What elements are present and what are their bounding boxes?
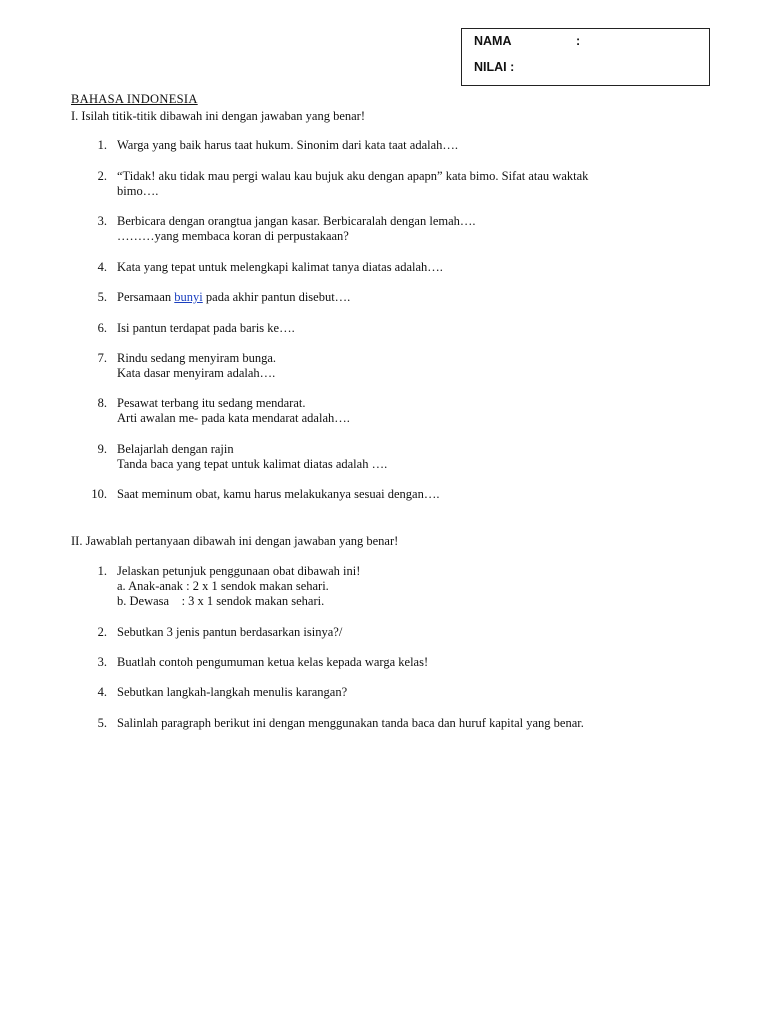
word: 2: [192, 579, 199, 593]
question-text-justified: [117, 579, 696, 594]
question-text: Kata yang tepat untuk melengkapi kalimat tanya diatas adalah….: [117, 260, 443, 274]
question-text-cont: bimo….: [117, 184, 159, 198]
question-text: Rindu sedang menyiram bunga.: [117, 351, 276, 365]
section1-instruction: I. Isilah titik-titik dibawah ini dengan jawaban yang benar!: [71, 109, 366, 123]
question-number: 8.: [97, 396, 107, 410]
question-text: Berbicara dengan orangtua jangan kasar. Berbicaralah dengan lemah….: [117, 214, 476, 228]
question-text-post: pada akhir pantun disebut….: [202, 290, 351, 304]
question-number: 3.: [97, 214, 107, 228]
identity-box: [461, 28, 710, 86]
question-number: 5.: [97, 290, 107, 304]
question-text: Sebutkan 3 jenis pantun berdasarkan isinya?/: [117, 625, 343, 639]
question-number: 1.: [97, 138, 107, 152]
word: :: [186, 579, 190, 593]
question-text: Sebutkan langkah-langkah menulis karangan?: [117, 685, 348, 699]
word: ini!: [343, 564, 361, 578]
question-text: Saat meminum obat, kamu harus melakukanya sesuai dengan….: [117, 487, 440, 501]
nama-colon: :: [576, 34, 581, 48]
question-text: Isi pantun terdapat pada baris ke….: [117, 321, 295, 335]
word: Jelaskan: [117, 564, 160, 578]
question-number: 7.: [97, 351, 107, 365]
question-text-cont: ………yang membaca koran di perpustakaan?: [117, 229, 349, 243]
question-text: Buatlah contoh pengumuman ketua kelas kepada warga kelas!: [117, 655, 429, 669]
question-number: 5.: [97, 716, 107, 730]
word: a.: [117, 579, 126, 593]
word: sendok: [220, 579, 257, 593]
question-text-cont: b. Dewasa : 3 x 1 sendok makan sehari.: [117, 594, 325, 608]
question-number: 1.: [97, 564, 107, 578]
question-text-cont: Tanda baca yang tepat untuk kalimat diatas adalah ….: [117, 457, 388, 471]
word: x: [202, 579, 209, 593]
question-text: Pesawat terbang itu sedang mendarat.: [117, 396, 306, 410]
question-text: Salinlah paragraph berikut ini dengan menggunakan tanda baca dan huruf kapital yang benar.: [117, 716, 584, 730]
word: penggunaan: [209, 564, 270, 578]
question-number: 9.: [97, 442, 107, 456]
question-number: 3.: [97, 655, 107, 669]
question-number: 10.: [91, 487, 107, 501]
question-text: [117, 290, 696, 305]
nilai-row: [474, 60, 514, 75]
question-number: 4.: [97, 685, 107, 699]
question-text: Warga yang baik harus taat hukum. Sinonim dari kata taat adalah….: [117, 138, 459, 152]
nilai-label: NILAI :: [474, 60, 515, 74]
word: petunjuk: [162, 564, 207, 578]
question-text-pre: Persamaan: [117, 290, 175, 304]
question-number: 6.: [97, 321, 107, 335]
bunyi-link[interactable]: bunyi: [174, 290, 203, 304]
question-text-justified: [117, 564, 696, 579]
nama-row: [474, 34, 581, 49]
word: Anak-anak: [128, 579, 183, 593]
question-text: “Tidak! aku tidak mau pergi walau kau bujuk aku dengan apapn” kata bimo. Sifat atau waktak: [117, 169, 589, 183]
word: dibawah: [297, 564, 340, 578]
question-number: 2.: [97, 169, 107, 183]
word: 1: [211, 579, 218, 593]
word: sehari.: [295, 579, 329, 593]
nama-label: NAMA: [474, 34, 512, 48]
question-number: 2.: [97, 625, 107, 639]
word: obat: [272, 564, 295, 578]
word: makan: [259, 579, 293, 593]
question-text-cont: Arti awalan me- pada kata mendarat adalah….: [117, 411, 350, 425]
question-number: 4.: [97, 260, 107, 274]
question-text-cont: Kata dasar menyiram adalah….: [117, 366, 276, 380]
section2-instruction: II. Jawablah pertanyaan dibawah ini dengan jawaban yang benar!: [71, 534, 399, 548]
question-text: Belajarlah dengan rajin: [117, 442, 234, 456]
subject-title: BAHASA INDONESIA: [71, 92, 198, 106]
